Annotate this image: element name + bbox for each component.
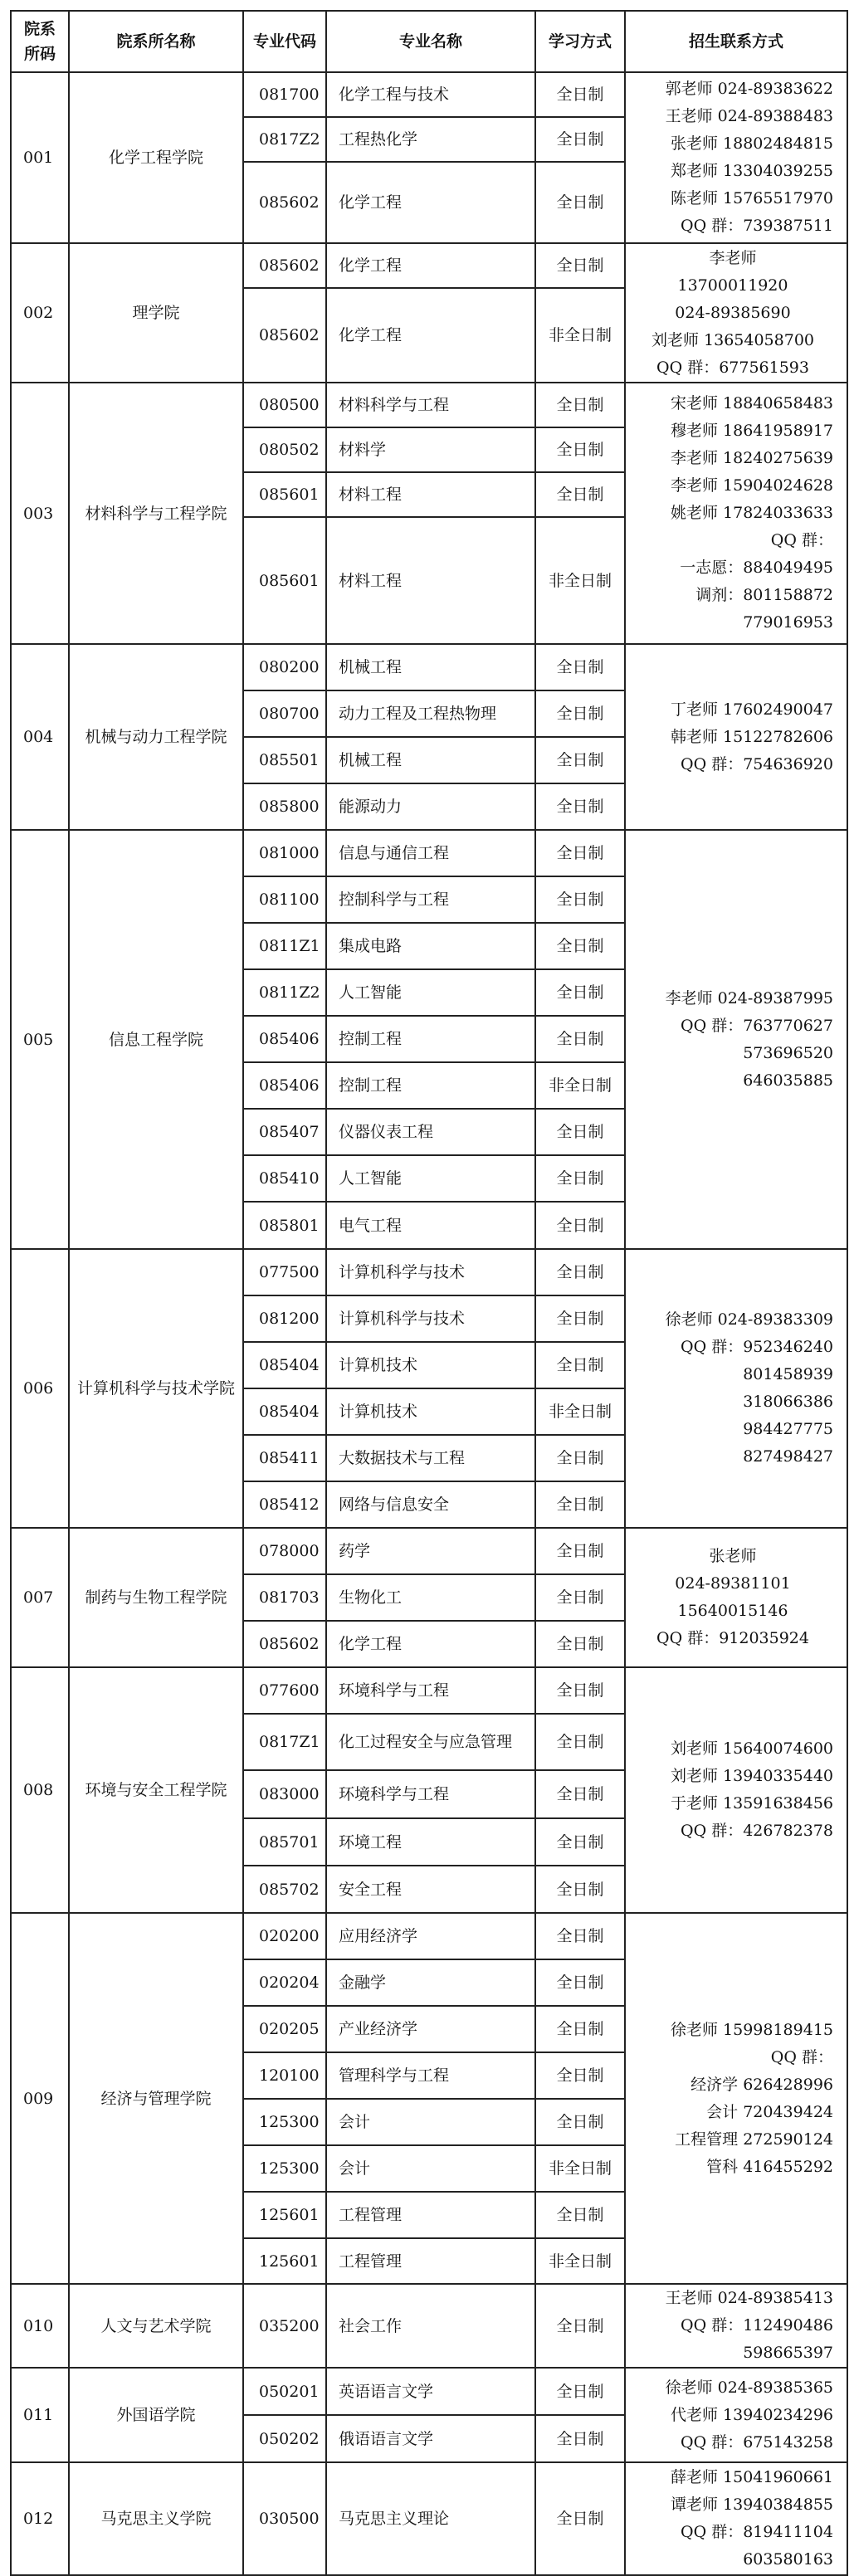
major-name-cell: 大数据技术与工程 bbox=[326, 1435, 535, 1481]
major-name-cell: 社会工作 bbox=[326, 2284, 535, 2368]
contact-line: 779016953 bbox=[743, 613, 833, 632]
major-code-cell: 035200 bbox=[243, 2284, 326, 2368]
contact-line: 徐老师 024-89385365 bbox=[665, 2378, 833, 2397]
table-row bbox=[11, 1913, 847, 1959]
major-code-cell: 085800 bbox=[243, 783, 326, 830]
contact-line: 603580163 bbox=[743, 2550, 833, 2569]
major-code-cell: 077600 bbox=[243, 1667, 326, 1714]
dept-code-cell: 001 bbox=[11, 72, 69, 243]
major-code-cell: 081000 bbox=[243, 830, 326, 876]
major-name-cell: 金融学 bbox=[326, 1959, 535, 2006]
contact-line: 598665397 bbox=[743, 2344, 833, 2362]
study-mode-cell: 全日制 bbox=[535, 690, 625, 737]
study-mode-cell: 全日制 bbox=[535, 1109, 625, 1155]
contact-line: QQ 群：677561593 bbox=[656, 358, 809, 377]
major-name-cell: 马克思主义理论 bbox=[326, 2462, 535, 2575]
contact-line: 张老师 18802484815 bbox=[670, 134, 833, 153]
major-name-cell: 材料科学与工程 bbox=[326, 383, 535, 427]
major-code-cell: 050202 bbox=[243, 2415, 326, 2462]
study-mode-cell: 全日制 bbox=[535, 72, 625, 117]
header-dept-code: 院系所码 bbox=[11, 11, 69, 72]
table-row bbox=[11, 2368, 847, 2415]
major-name-cell: 计算机技术 bbox=[326, 1342, 535, 1388]
major-name-cell: 材料学 bbox=[326, 427, 535, 472]
contact-line: 陈老师 15765517970 bbox=[670, 189, 833, 207]
study-mode-cell: 非全日制 bbox=[535, 1062, 625, 1109]
study-mode-cell: 全日制 bbox=[535, 1667, 625, 1714]
major-name-cell: 材料工程 bbox=[326, 472, 535, 517]
major-code-cell: 080502 bbox=[243, 427, 326, 472]
major-code-cell: 085407 bbox=[243, 1109, 326, 1155]
major-code-cell: 120100 bbox=[243, 2052, 326, 2099]
dept-code-cell: 005 bbox=[11, 830, 69, 1249]
contact-line: 张老师 bbox=[709, 1547, 757, 1565]
table-row bbox=[11, 383, 847, 427]
dept-name-cell: 机械与动力工程学院 bbox=[69, 644, 243, 830]
major-name-cell: 计算机技术 bbox=[326, 1388, 535, 1435]
major-name-cell: 网络与信息安全 bbox=[326, 1481, 535, 1528]
dept-code-cell: 002 bbox=[11, 243, 69, 383]
major-name-cell: 机械工程 bbox=[326, 644, 535, 690]
major-code-cell: 0817Z1 bbox=[243, 1714, 326, 1770]
study-mode-cell: 全日制 bbox=[535, 1959, 625, 2006]
major-name-cell: 俄语语言文学 bbox=[326, 2415, 535, 2462]
major-name-cell: 会计 bbox=[326, 2145, 535, 2192]
study-mode-cell: 全日制 bbox=[535, 1202, 625, 1249]
contact-line: 15640015146 bbox=[677, 1602, 788, 1620]
contact-cell bbox=[625, 72, 847, 243]
table-row bbox=[11, 1667, 847, 1714]
dept-name-cell: 经济与管理学院 bbox=[69, 1913, 243, 2284]
table-row bbox=[11, 644, 847, 690]
contact-line: 827498427 bbox=[743, 1447, 833, 1466]
major-code-cell: 0817Z2 bbox=[243, 117, 326, 162]
dept-name-cell: 化学工程学院 bbox=[69, 72, 243, 243]
contact-line: 13700011920 bbox=[677, 276, 788, 295]
study-mode-cell: 全日制 bbox=[535, 2284, 625, 2368]
header-major-code: 专业代码 bbox=[243, 11, 326, 72]
contact-line: 代老师 13940234296 bbox=[670, 2405, 833, 2424]
contact-cell bbox=[625, 1667, 847, 1913]
header-dept-name: 院系所名称 bbox=[69, 11, 243, 72]
major-name-cell: 应用经济学 bbox=[326, 1913, 535, 1959]
contact-cell bbox=[625, 2284, 847, 2368]
major-code-cell: 030500 bbox=[243, 2462, 326, 2575]
contact-line: 王老师 024-89385413 bbox=[665, 2289, 833, 2307]
contact-line: 徐老师 024-89383309 bbox=[665, 1310, 833, 1329]
table-row bbox=[11, 2284, 847, 2368]
major-code-cell: 085801 bbox=[243, 1202, 326, 1249]
contact-line: 会计 720439424 bbox=[706, 2102, 833, 2121]
study-mode-cell: 全日制 bbox=[535, 1621, 625, 1667]
study-mode-cell: 全日制 bbox=[535, 2052, 625, 2099]
dept-name-cell: 理学院 bbox=[69, 243, 243, 383]
major-name-cell: 工程管理 bbox=[326, 2192, 535, 2238]
contact-line: 郭老师 024-89383622 bbox=[665, 80, 833, 98]
study-mode-cell: 全日制 bbox=[535, 2099, 625, 2145]
major-code-cell: 083000 bbox=[243, 1770, 326, 1818]
study-mode-cell: 全日制 bbox=[535, 427, 625, 472]
contact-line: 徐老师 15998189415 bbox=[670, 2020, 833, 2039]
major-code-cell: 085404 bbox=[243, 1342, 326, 1388]
header-contact: 招生联系方式 bbox=[625, 11, 847, 72]
contact-line: 646035885 bbox=[743, 1071, 833, 1090]
study-mode-cell: 全日制 bbox=[535, 383, 625, 427]
contact-cell bbox=[625, 2462, 847, 2575]
contact-line: QQ 群：739387511 bbox=[681, 217, 833, 235]
study-mode-cell: 全日制 bbox=[535, 1249, 625, 1295]
study-mode-cell: 非全日制 bbox=[535, 517, 625, 644]
major-name-cell: 化学工程 bbox=[326, 243, 535, 288]
contact-line: QQ 群：426782378 bbox=[681, 1822, 833, 1840]
contact-line: 刘老师 15640074600 bbox=[670, 1739, 833, 1758]
contact-cell bbox=[625, 1528, 847, 1667]
major-code-cell: 085410 bbox=[243, 1155, 326, 1202]
study-mode-cell: 非全日制 bbox=[535, 2145, 625, 2192]
major-name-cell: 管理科学与工程 bbox=[326, 2052, 535, 2099]
table-row bbox=[11, 1249, 847, 1295]
contact-line: 穆老师 18641958917 bbox=[670, 422, 833, 440]
study-mode-cell: 全日制 bbox=[535, 1435, 625, 1481]
major-code-cell: 085601 bbox=[243, 472, 326, 517]
major-name-cell: 环境科学与工程 bbox=[326, 1770, 535, 1818]
major-name-cell: 仪器仪表工程 bbox=[326, 1109, 535, 1155]
contact-line: 工程管理 272590124 bbox=[675, 2130, 833, 2149]
major-name-cell: 生物化工 bbox=[326, 1574, 535, 1621]
major-name-cell: 人工智能 bbox=[326, 1155, 535, 1202]
contact-line: QQ 群：112490486 bbox=[681, 2316, 833, 2334]
study-mode-cell: 全日制 bbox=[535, 472, 625, 517]
major-code-cell: 125601 bbox=[243, 2238, 326, 2284]
major-code-cell: 085602 bbox=[243, 243, 326, 288]
study-mode-cell: 全日制 bbox=[535, 1770, 625, 1818]
contact-line: 郑老师 13304039255 bbox=[670, 162, 833, 180]
study-mode-cell: 全日制 bbox=[535, 2462, 625, 2575]
study-mode-cell: 全日制 bbox=[535, 923, 625, 969]
major-code-cell: 085406 bbox=[243, 1016, 326, 1062]
contact-line: 经济学 626428996 bbox=[691, 2075, 833, 2094]
study-mode-cell: 全日制 bbox=[535, 876, 625, 923]
study-mode-cell: 全日制 bbox=[535, 1016, 625, 1062]
study-mode-cell: 全日制 bbox=[535, 162, 625, 243]
dept-code-cell: 004 bbox=[11, 644, 69, 830]
study-mode-cell: 全日制 bbox=[535, 783, 625, 830]
dept-name-cell: 制药与生物工程学院 bbox=[69, 1528, 243, 1667]
major-name-cell: 化学工程 bbox=[326, 1621, 535, 1667]
major-name-cell: 化工过程安全与应急管理 bbox=[326, 1714, 535, 1770]
major-code-cell: 085412 bbox=[243, 1481, 326, 1528]
contact-cell bbox=[625, 383, 847, 644]
contact-line: 薛老师 15041960661 bbox=[670, 2468, 833, 2486]
contact-line: 李老师 15904024628 bbox=[670, 476, 833, 495]
dept-code-cell: 006 bbox=[11, 1249, 69, 1528]
dept-name-cell: 外国语学院 bbox=[69, 2368, 243, 2462]
major-name-cell: 安全工程 bbox=[326, 1866, 535, 1913]
major-name-cell: 控制科学与工程 bbox=[326, 876, 535, 923]
contact-line: 573696520 bbox=[743, 1043, 833, 1062]
contact-line: 姚老师 17824033633 bbox=[670, 504, 833, 522]
major-name-cell: 环境工程 bbox=[326, 1818, 535, 1866]
major-name-cell: 会计 bbox=[326, 2099, 535, 2145]
contact-line: 318066386 bbox=[743, 1393, 833, 1411]
contact-line: QQ 群：754636920 bbox=[681, 754, 833, 773]
table-row bbox=[11, 243, 847, 288]
major-code-cell: 081200 bbox=[243, 1295, 326, 1342]
contact-line: 801458939 bbox=[743, 1365, 833, 1383]
major-name-cell: 控制工程 bbox=[326, 1062, 535, 1109]
major-code-cell: 080500 bbox=[243, 383, 326, 427]
major-code-cell: 085602 bbox=[243, 162, 326, 243]
dept-name-cell: 材料科学与工程学院 bbox=[69, 383, 243, 644]
major-code-cell: 085411 bbox=[243, 1435, 326, 1481]
major-code-cell: 0811Z1 bbox=[243, 923, 326, 969]
dept-code-cell: 009 bbox=[11, 1913, 69, 2284]
table-row bbox=[11, 72, 847, 117]
major-name-cell: 能源动力 bbox=[326, 783, 535, 830]
major-name-cell: 英语语言文学 bbox=[326, 2368, 535, 2415]
study-mode-cell: 全日制 bbox=[535, 1528, 625, 1574]
dept-code-cell: 003 bbox=[11, 383, 69, 644]
contact-line: 李老师 18240275639 bbox=[670, 449, 833, 467]
study-mode-cell: 全日制 bbox=[535, 2368, 625, 2415]
study-mode-cell: 全日制 bbox=[535, 1295, 625, 1342]
major-code-cell: 078000 bbox=[243, 1528, 326, 1574]
major-code-cell: 077500 bbox=[243, 1249, 326, 1295]
study-mode-cell: 全日制 bbox=[535, 1574, 625, 1621]
major-code-cell: 085602 bbox=[243, 288, 326, 383]
major-name-cell: 计算机科学与技术 bbox=[326, 1249, 535, 1295]
dept-code-cell: 011 bbox=[11, 2368, 69, 2462]
study-mode-cell: 全日制 bbox=[535, 1481, 625, 1528]
contact-line: 谭老师 13940384855 bbox=[670, 2496, 833, 2514]
contact-line: 李老师 bbox=[709, 248, 757, 267]
major-name-cell: 信息与通信工程 bbox=[326, 830, 535, 876]
contact-cell bbox=[625, 1913, 847, 2284]
study-mode-cell: 全日制 bbox=[535, 2415, 625, 2462]
study-mode-cell: 全日制 bbox=[535, 2006, 625, 2052]
major-code-cell: 081703 bbox=[243, 1574, 326, 1621]
admissions-table bbox=[10, 10, 848, 2576]
major-name-cell: 机械工程 bbox=[326, 737, 535, 783]
major-name-cell: 药学 bbox=[326, 1528, 535, 1574]
major-code-cell: 085404 bbox=[243, 1388, 326, 1435]
study-mode-cell: 全日制 bbox=[535, 117, 625, 162]
study-mode-cell: 全日制 bbox=[535, 969, 625, 1016]
major-code-cell: 020205 bbox=[243, 2006, 326, 2052]
dept-name-cell: 环境与安全工程学院 bbox=[69, 1667, 243, 1913]
contact-line: QQ 群：952346240 bbox=[681, 1338, 833, 1356]
study-mode-cell: 非全日制 bbox=[535, 1388, 625, 1435]
major-name-cell: 动力工程及工程热物理 bbox=[326, 690, 535, 737]
contact-line: 刘老师 13940335440 bbox=[670, 1767, 833, 1785]
major-code-cell: 020204 bbox=[243, 1959, 326, 2006]
contact-line: 调剂：801158872 bbox=[695, 586, 833, 604]
major-code-cell: 0811Z2 bbox=[243, 969, 326, 1016]
dept-code-cell: 012 bbox=[11, 2462, 69, 2575]
contact-cell bbox=[625, 1249, 847, 1528]
contact-line: 王老师 024-89388483 bbox=[665, 107, 833, 125]
major-name-cell: 化学工程 bbox=[326, 288, 535, 383]
contact-line: QQ 群： bbox=[770, 531, 833, 549]
study-mode-cell: 全日制 bbox=[535, 1866, 625, 1913]
contact-line: 一志愿：884049495 bbox=[680, 559, 833, 577]
major-name-cell: 化学工程与技术 bbox=[326, 72, 535, 117]
major-code-cell: 081700 bbox=[243, 72, 326, 117]
contact-line: 于老师 13591638456 bbox=[670, 1794, 833, 1812]
major-name-cell: 材料工程 bbox=[326, 517, 535, 644]
study-mode-cell: 全日制 bbox=[535, 1155, 625, 1202]
major-code-cell: 085702 bbox=[243, 1866, 326, 1913]
major-code-cell: 085601 bbox=[243, 517, 326, 644]
study-mode-cell: 全日制 bbox=[535, 830, 625, 876]
dept-code-cell: 008 bbox=[11, 1667, 69, 1913]
study-mode-cell: 全日制 bbox=[535, 1818, 625, 1866]
dept-name-cell: 人文与艺术学院 bbox=[69, 2284, 243, 2368]
dept-name-cell: 信息工程学院 bbox=[69, 830, 243, 1249]
dept-name-cell: 马克思主义学院 bbox=[69, 2462, 243, 2575]
contact-line: 韩老师 15122782606 bbox=[670, 727, 833, 746]
dept-code-cell: 007 bbox=[11, 1528, 69, 1667]
header-row bbox=[11, 11, 847, 72]
contact-line: QQ 群：912035924 bbox=[656, 1629, 809, 1647]
major-code-cell: 080200 bbox=[243, 644, 326, 690]
major-name-cell: 人工智能 bbox=[326, 969, 535, 1016]
major-code-cell: 125300 bbox=[243, 2099, 326, 2145]
table-body bbox=[11, 72, 847, 2575]
table-row bbox=[11, 1528, 847, 1574]
contact-line: 宋老师 18840658483 bbox=[670, 394, 833, 412]
major-name-cell: 电气工程 bbox=[326, 1202, 535, 1249]
major-code-cell: 085701 bbox=[243, 1818, 326, 1866]
major-code-cell: 080700 bbox=[243, 690, 326, 737]
dept-name-cell: 计算机科学与技术学院 bbox=[69, 1249, 243, 1528]
study-mode-cell: 全日制 bbox=[535, 737, 625, 783]
major-name-cell: 工程热化学 bbox=[326, 117, 535, 162]
contact-line: 李老师 024-89387995 bbox=[665, 988, 833, 1007]
contact-line: 刘老师 13654058700 bbox=[651, 330, 814, 349]
major-code-cell: 125300 bbox=[243, 2145, 326, 2192]
contact-cell bbox=[625, 2368, 847, 2462]
study-mode-cell: 非全日制 bbox=[535, 288, 625, 383]
contact-cell bbox=[625, 644, 847, 830]
major-name-cell: 化学工程 bbox=[326, 162, 535, 243]
table-row bbox=[11, 2462, 847, 2575]
major-name-cell: 环境科学与工程 bbox=[326, 1667, 535, 1714]
contact-line: 024-89385690 bbox=[675, 303, 791, 322]
major-name-cell: 产业经济学 bbox=[326, 2006, 535, 2052]
contact-line: QQ 群：675143258 bbox=[681, 2432, 833, 2452]
contact-line: 丁老师 17602490047 bbox=[670, 700, 833, 719]
study-mode-cell: 非全日制 bbox=[535, 2238, 625, 2284]
major-name-cell: 控制工程 bbox=[326, 1016, 535, 1062]
major-code-cell: 050201 bbox=[243, 2368, 326, 2415]
major-code-cell: 085501 bbox=[243, 737, 326, 783]
major-name-cell: 计算机科学与技术 bbox=[326, 1295, 535, 1342]
study-mode-cell: 全日制 bbox=[535, 2192, 625, 2238]
major-code-cell: 020200 bbox=[243, 1913, 326, 1959]
study-mode-cell: 全日制 bbox=[535, 1913, 625, 1959]
study-mode-cell: 全日制 bbox=[535, 1714, 625, 1770]
header-major-name: 专业名称 bbox=[326, 11, 535, 72]
major-code-cell: 125601 bbox=[243, 2192, 326, 2238]
major-name-cell: 工程管理 bbox=[326, 2238, 535, 2284]
major-name-cell: 集成电路 bbox=[326, 923, 535, 969]
study-mode-cell: 全日制 bbox=[535, 1342, 625, 1388]
major-code-cell: 085406 bbox=[243, 1062, 326, 1109]
dept-code-cell: 010 bbox=[11, 2284, 69, 2368]
table-row bbox=[11, 830, 847, 876]
major-code-cell: 081100 bbox=[243, 876, 326, 923]
major-code-cell: 085602 bbox=[243, 1621, 326, 1667]
header-mode: 学习方式 bbox=[535, 11, 625, 72]
contact-line: QQ 群：763770627 bbox=[681, 1016, 833, 1035]
study-mode-cell: 全日制 bbox=[535, 644, 625, 690]
contact-line: QQ 群： bbox=[770, 2047, 833, 2066]
contact-line: QQ 群：819411104 bbox=[681, 2523, 833, 2541]
contact-line: 984427775 bbox=[743, 1420, 833, 1438]
contact-cell bbox=[625, 243, 847, 383]
study-mode-cell: 全日制 bbox=[535, 243, 625, 288]
contact-cell bbox=[625, 830, 847, 1249]
contact-line: 管科 416455292 bbox=[706, 2157, 833, 2176]
contact-line: 024-89381101 bbox=[675, 1574, 791, 1593]
